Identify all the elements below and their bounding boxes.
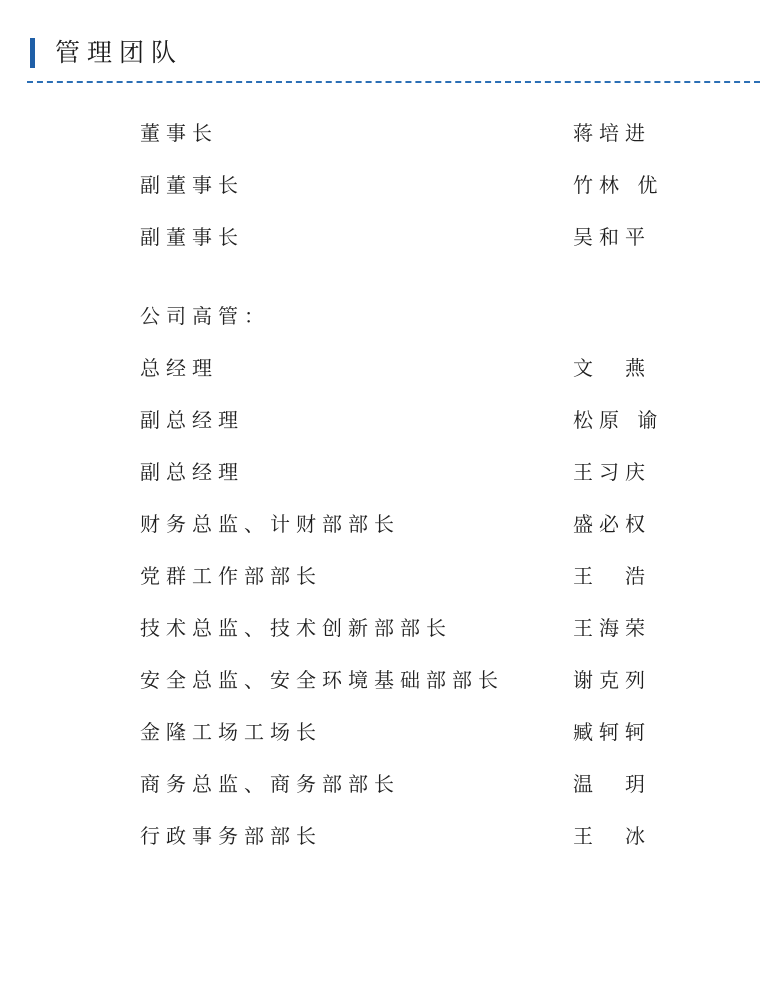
list-item: [0, 758, 780, 810]
role-label: 安全总监、安全环境基础部部长: [140, 668, 504, 692]
person-name: 竹林 优: [573, 173, 664, 197]
list-item: [0, 498, 780, 550]
list-item: [0, 602, 780, 654]
person-name: 吴和平: [573, 225, 651, 249]
person-name: 温 玥: [573, 772, 651, 796]
role-label: 董事长: [140, 121, 218, 145]
role-label: 行政事务部部长: [140, 824, 322, 848]
role-label: 党群工作部部长: [140, 564, 322, 588]
board-section: [0, 107, 780, 263]
list-item: [0, 342, 780, 394]
role-label: 副董事长: [140, 173, 244, 197]
list-item: [0, 810, 780, 862]
role-label: 财务总监、计财部部长: [140, 512, 400, 536]
list-item: [0, 107, 780, 159]
page-title: 管理团队: [55, 38, 184, 67]
role-label: 商务总监、商务部部长: [140, 772, 400, 796]
list-item: [0, 706, 780, 758]
header-accent-bar: [30, 38, 35, 68]
role-label: 副董事长: [140, 225, 244, 249]
executives-section: [0, 342, 780, 862]
person-name: 臧轲轲: [573, 720, 651, 744]
role-label: 总经理: [140, 356, 218, 380]
list-item: [0, 446, 780, 498]
role-label: 金隆工场工场长: [140, 720, 322, 744]
list-item: [0, 211, 780, 263]
person-name: 王 浩: [573, 564, 651, 588]
role-label: 副总经理: [140, 460, 244, 484]
page-header: [30, 36, 183, 70]
person-name: 王 冰: [573, 824, 651, 848]
list-item: [0, 550, 780, 602]
header-divider: [27, 81, 760, 83]
person-name: 谢克列: [573, 668, 651, 692]
list-item: [0, 159, 780, 211]
person-name: 松原 谕: [573, 408, 664, 432]
person-name: 文 燕: [573, 356, 651, 380]
role-label: 技术总监、技术创新部部长: [140, 616, 452, 640]
person-name: 蒋培进: [573, 121, 651, 145]
executives-heading: 公司高管：: [140, 304, 270, 328]
list-item: [0, 654, 780, 706]
role-label: 副总经理: [140, 408, 244, 432]
person-name: 王习庆: [573, 460, 651, 484]
list-item: [0, 394, 780, 446]
person-name: 王海荣: [573, 616, 651, 640]
person-name: 盛必权: [573, 512, 651, 536]
